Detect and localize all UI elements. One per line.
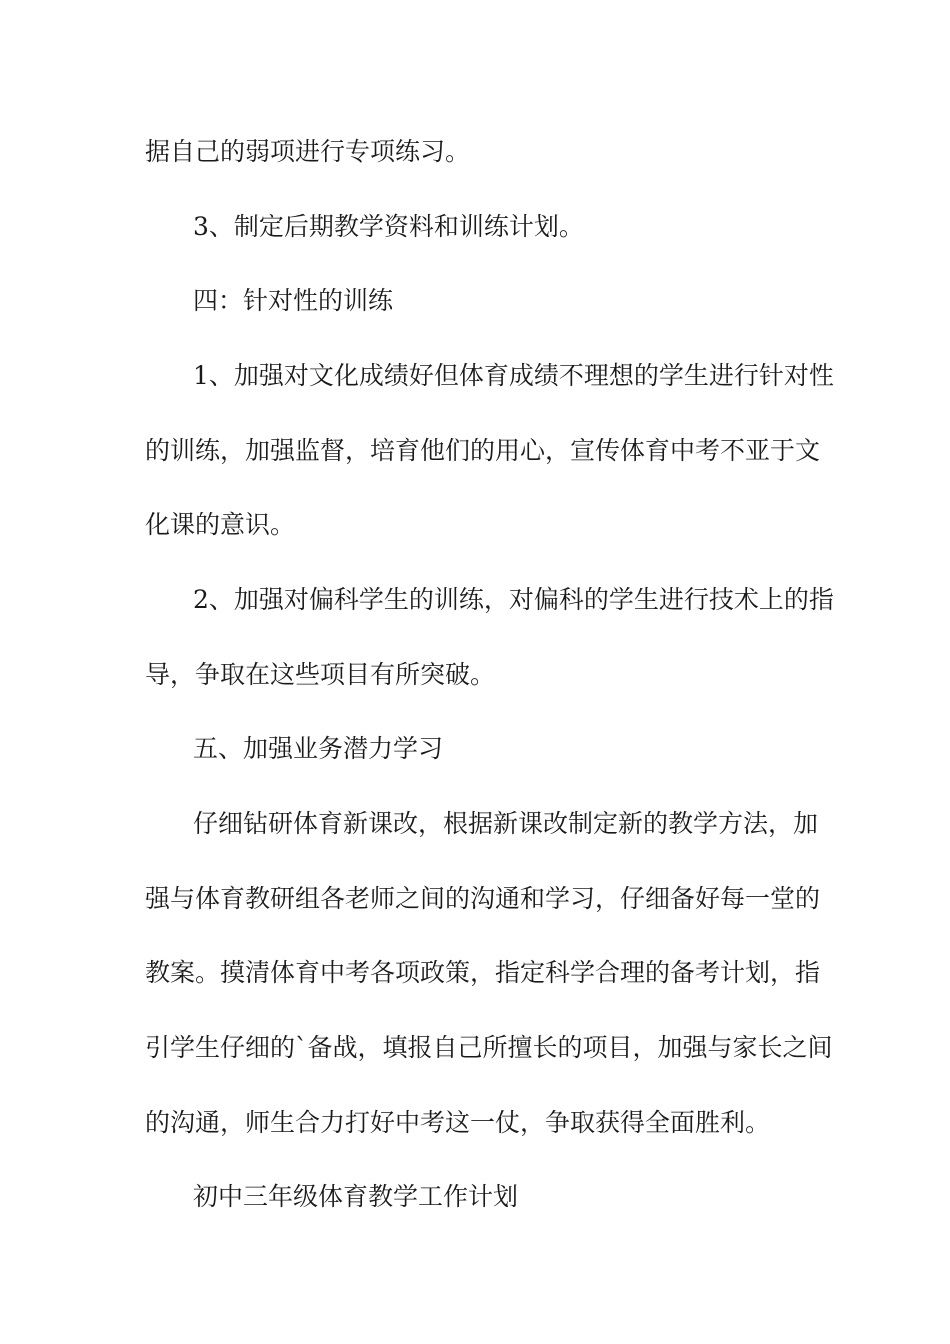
paragraph-line: 引学生仔细的`备战，填报自己所擅长的项目，加强与家长之间 [145, 1033, 833, 1062]
section-heading: 四：针对性的训练 [193, 286, 394, 315]
paragraph-line: 导，争取在这些项目有所突破。 [145, 660, 496, 689]
paragraph-line: 2、加强对偏科学生的训练，对偏科的学生进行技术上的指 [193, 585, 834, 614]
paragraph-line: 强与体育教研组各老师之间的沟通和学习，仔细备好每一堂的 [145, 884, 821, 913]
paragraph-line: 1、加强对文化成绩好但体育成绩不理想的学生进行针对性 [193, 361, 834, 390]
paragraph-line: 教案。摸清体育中考各项政策，指定科学合理的备考计划，指 [145, 958, 821, 987]
paragraph-line: 3、制定后期教学资料和训练计划。 [193, 212, 584, 241]
section-heading: 五、加强业务潜力学习 [193, 734, 444, 763]
paragraph-line: 的沟通，师生合力打好中考这一仗，争取获得全面胜利。 [145, 1108, 771, 1137]
paragraph-line: 据自己的弱项进行专项练习。 [145, 137, 471, 166]
paragraph-line: 的训练，加强监督，培育他们的用心，宣传体育中考不亚于文 [145, 436, 821, 465]
paragraph-line: 化课的意识。 [145, 510, 296, 539]
document-title: 初中三年级体育教学工作计划 [193, 1182, 519, 1211]
paragraph-line: 仔细钻研体育新课改，根据新课改制定新的教学方法，加 [193, 809, 819, 838]
